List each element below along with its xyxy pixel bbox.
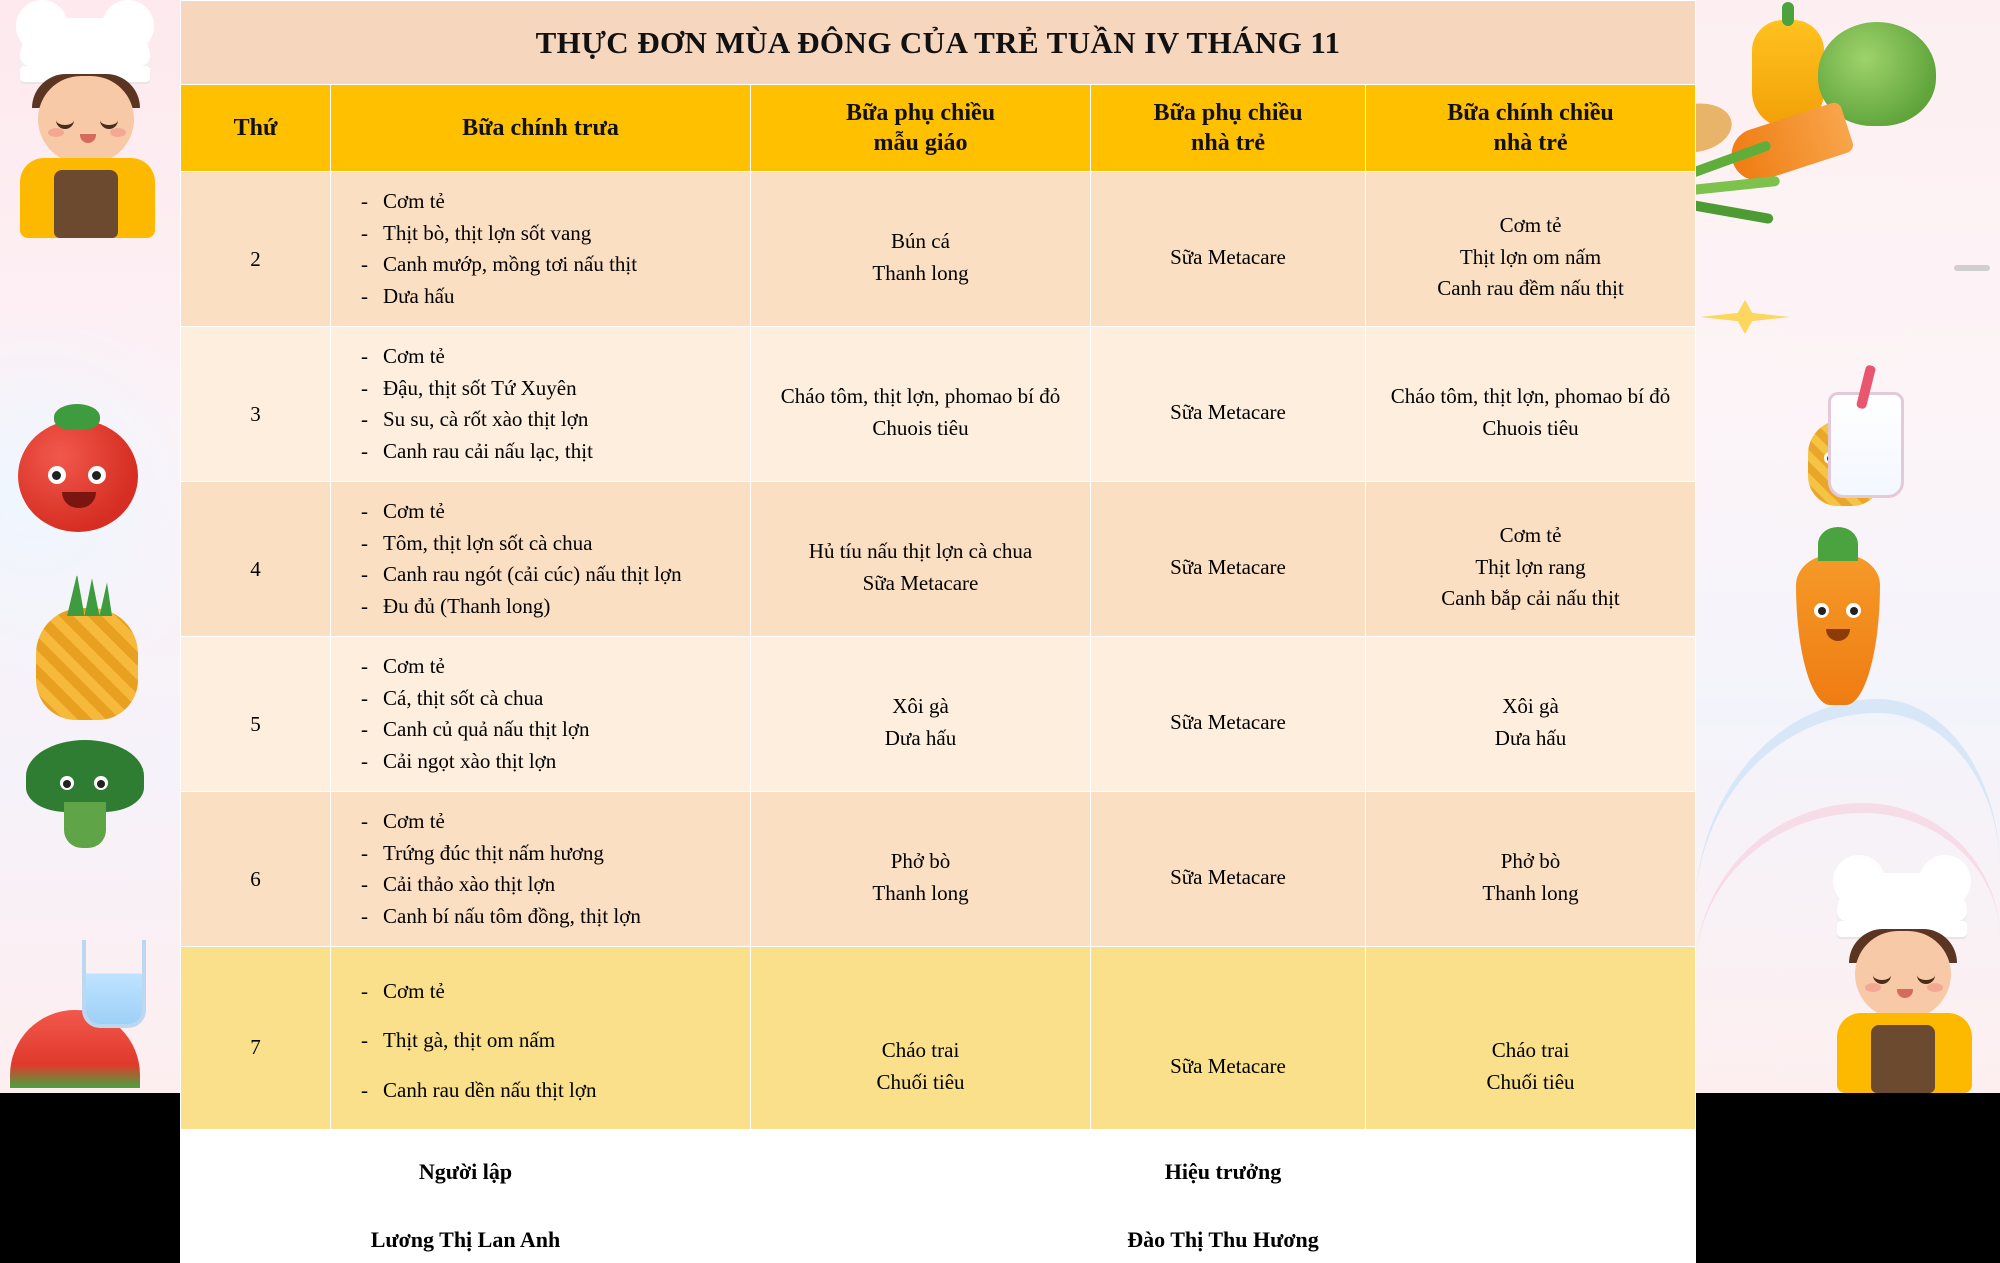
- cell-lunch: [331, 327, 751, 482]
- menu-item: - Thịt gà, thịt om nấm: [353, 1016, 740, 1065]
- cell-lunch: [331, 482, 751, 637]
- page-title: THỰC ĐƠN MÙA ĐÔNG CỦA TRẺ TUẦN IV THÁNG 11: [181, 1, 1696, 85]
- menu-item: Cơm tẻ: [1499, 213, 1562, 238]
- chef-girl-left-icon: [2, 18, 177, 228]
- column-header-snack-preschool: Bữa phụ chiều mẫu giáo: [751, 85, 1091, 172]
- menu-item: Thanh long: [872, 880, 969, 905]
- menu-item: Dưa hấu: [884, 725, 957, 750]
- dash-decoration: [1954, 265, 1990, 271]
- cell-snack-nursery: [1091, 482, 1366, 637]
- menu-item: - Canh củ quả nấu thịt lợn: [353, 714, 740, 746]
- menu-item: Cháo tôm, thịt lợn, phomao bí đỏ: [1390, 384, 1671, 408]
- menu-item: Sữa Metacare: [1170, 244, 1286, 269]
- signature-preparer: [181, 1130, 751, 1263]
- cell-snack-nursery: [1091, 327, 1366, 482]
- menu-item: Sữa Metacare: [1170, 709, 1286, 734]
- menu-item: Phở bò: [1500, 849, 1561, 873]
- cell-snack-preschool: [751, 792, 1091, 947]
- cell-day: 6: [181, 792, 331, 947]
- menu-item: Chuois tiêu: [1482, 415, 1579, 440]
- menu-item: - Canh bí nấu tôm đồng, thịt lợn: [353, 901, 740, 933]
- menu-item: - Canh rau cải nấu lạc, thịt: [353, 436, 740, 468]
- menu-item: - Cơm tẻ: [353, 341, 740, 373]
- column-header-lunch: Bữa chính trưa: [331, 85, 751, 172]
- menu-item: - Trứng đúc thịt nấm hương: [353, 838, 740, 870]
- cell-day: 5: [181, 637, 331, 792]
- table-row: [181, 327, 1696, 482]
- weekly-menu-table: [180, 0, 1696, 1263]
- cell-dinner-nursery: [1366, 947, 1696, 1130]
- menu-item: Sữa Metacare: [1170, 554, 1286, 579]
- cell-dinner-nursery: [1366, 482, 1696, 637]
- menu-item: Xôi gà: [1502, 694, 1559, 718]
- cell-lunch: [331, 637, 751, 792]
- table-header-row: [181, 85, 1696, 172]
- cell-dinner-nursery: [1366, 792, 1696, 947]
- milk-cup-icon: [1828, 392, 1904, 498]
- menu-item: Sữa Metacare: [1170, 399, 1286, 424]
- signature-name: Đào Thị Thu Hương: [1127, 1227, 1319, 1253]
- menu-item: - Cải thảo xào thịt lợn: [353, 869, 740, 901]
- cell-dinner-nursery: [1366, 327, 1696, 482]
- cell-dinner-nursery: [1366, 172, 1696, 327]
- title-row: [181, 1, 1696, 85]
- menu-item: Cơm tẻ: [1499, 523, 1562, 548]
- menu-item: Cháo trai: [1491, 1038, 1570, 1063]
- table-row: [181, 482, 1696, 637]
- column-header-dinner-nursery: Bữa chính chiều nhà trẻ: [1366, 85, 1696, 172]
- menu-item: - Đậu, thịt sốt Tứ Xuyên: [353, 373, 740, 405]
- menu-item: - Su su, cà rốt xào thịt lợn: [353, 404, 740, 436]
- cell-dinner-nursery: [1366, 637, 1696, 792]
- menu-item: - Cơm tẻ: [353, 186, 740, 218]
- column-header-day: Thứ: [181, 85, 331, 172]
- table-row: [181, 637, 1696, 792]
- menu-item: - Cá, thịt sốt cà chua: [353, 683, 740, 715]
- pineapple-icon: [36, 608, 138, 720]
- menu-item: Chuối tiêu: [1486, 1069, 1575, 1094]
- menu-item: Bún cá: [891, 229, 950, 253]
- cell-day: 7: [181, 947, 331, 1130]
- cell-day: 2: [181, 172, 331, 327]
- menu-item: - Cơm tẻ: [353, 496, 740, 528]
- menu-item: - Canh mướp, mồng tơi nấu thịt: [353, 249, 740, 281]
- menu-item: Thanh long: [872, 260, 969, 285]
- cell-lunch: [331, 947, 751, 1130]
- juice-glass-icon: [82, 940, 146, 1028]
- menu-item: - Cơm tẻ: [353, 806, 740, 838]
- menu-item: - Dưa hấu: [353, 281, 740, 313]
- cell-lunch: [331, 172, 751, 327]
- menu-item: Dưa hấu: [1494, 725, 1567, 750]
- menu-item: - Thịt bò, thịt lợn sốt vang: [353, 218, 740, 250]
- menu-item: Cháo tôm, thịt lợn, phomao bí đỏ: [780, 384, 1061, 408]
- menu-item: Sữa Metacare: [1170, 1053, 1286, 1078]
- menu-item: Thanh long: [1482, 880, 1579, 905]
- tomato-icon: [18, 420, 138, 532]
- menu-item: - Canh rau ngót (cải cúc) nấu thịt lợn: [353, 559, 740, 591]
- menu-item: Canh bắp cải nấu thịt: [1441, 586, 1620, 611]
- signature-principal: [751, 1130, 1696, 1263]
- cell-snack-preschool: [751, 172, 1091, 327]
- signature-role: Người lập: [418, 1159, 513, 1185]
- menu-item: Thịt lợn rang: [1475, 554, 1586, 579]
- column-header-snack-nursery: Bữa phụ chiều nhà trẻ: [1091, 85, 1366, 172]
- menu-item: Chuois tiêu: [872, 415, 969, 440]
- menu-item: Chuối tiêu: [876, 1069, 965, 1094]
- menu-item: Hủ tíu nấu thịt lợn cà chua: [808, 539, 1033, 563]
- menu-item: Xôi gà: [892, 694, 949, 718]
- table-row: [181, 792, 1696, 947]
- menu-item: Phở bò: [890, 849, 951, 873]
- cell-snack-nursery: [1091, 172, 1366, 327]
- signature-row: [181, 1130, 1696, 1263]
- cell-snack-preschool: [751, 327, 1091, 482]
- menu-item: - Cơm tẻ: [353, 651, 740, 683]
- cell-day: 4: [181, 482, 331, 637]
- menu-item: Thịt lợn om nấm: [1459, 244, 1602, 269]
- table-row: [181, 947, 1696, 1130]
- menu-item: - Canh rau dền nấu thịt lợn: [353, 1066, 740, 1115]
- menu-item: - Cơm tẻ: [353, 967, 740, 1016]
- menu-item: Canh rau đềm nấu thịt: [1437, 276, 1624, 301]
- cell-snack-nursery: [1091, 792, 1366, 947]
- menu-sheet: [180, 0, 1695, 1253]
- menu-item: - Cải ngọt xào thịt lợn: [353, 746, 740, 778]
- cell-snack-nursery: [1091, 947, 1366, 1130]
- signature-role: Hiệu trưởng: [1164, 1159, 1282, 1185]
- menu-item: - Tôm, thịt lợn sốt cà chua: [353, 528, 740, 560]
- cell-snack-preschool: [751, 637, 1091, 792]
- signature-name: Lương Thị Lan Anh: [370, 1227, 561, 1253]
- menu-item: Sữa Metacare: [1170, 864, 1286, 889]
- menu-item: - Đu đủ (Thanh long): [353, 591, 740, 623]
- cell-lunch: [331, 792, 751, 947]
- cell-snack-nursery: [1091, 637, 1366, 792]
- table-row: [181, 172, 1696, 327]
- menu-item: Cháo trai: [881, 1038, 960, 1063]
- cell-day: 3: [181, 327, 331, 482]
- broccoli-icon: [26, 740, 144, 850]
- menu-item: Sữa Metacare: [862, 570, 979, 595]
- cell-snack-preschool: [751, 482, 1091, 637]
- chef-girl-right-icon: [1819, 873, 1994, 1083]
- cell-snack-preschool: [751, 947, 1091, 1130]
